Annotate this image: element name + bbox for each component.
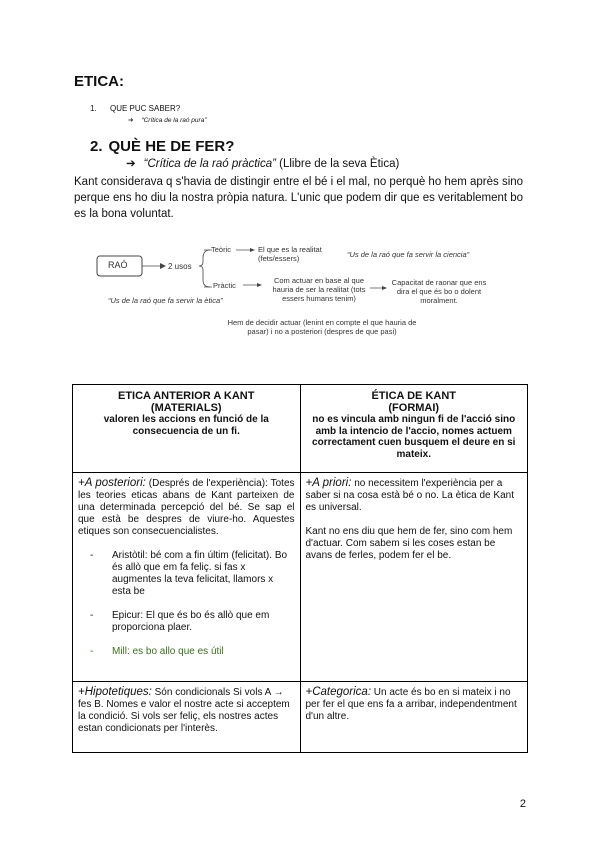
right-header-desc: no es vincula amb ningun fi de l'acció sino amb la intencio de l'accio, nomes actuem correctament cuen busquem el deure en si mateix.	[312, 414, 516, 460]
usos-label: 2 usos	[168, 262, 192, 271]
arrow-head-icon	[382, 286, 387, 290]
a-posteriori-note: (Després de l'experiència):	[145, 478, 268, 489]
right-header-subtitle: (FORMAI)	[388, 401, 440, 414]
arrow-icon: ➔	[126, 158, 136, 170]
rao-label: RAÓ	[108, 260, 128, 270]
a-priori-term: +A priori:	[305, 477, 352, 489]
left-header-title: ETICA ANTERIOR A KANT	[118, 390, 255, 402]
arrow-head-icon	[257, 283, 262, 287]
question-2-text: QUÈ HE DE FER?	[108, 138, 235, 155]
page-heading: ETICA:	[74, 73, 124, 90]
hipotetiques-text: Són condicionals Si vols A → fes B. Nomes e valor el nostre acte si acceptem la condició. Si vols ser feliç, els nostres actes estan condicionats per l'interès.	[78, 687, 290, 734]
list-item: - Epicur: El que és bo és allò que em proporciona plaer.	[112, 610, 295, 634]
a-posteriori-cell	[73, 473, 301, 682]
list-item: - Mill: es bo allo que es útil	[112, 646, 295, 658]
categorica-text: Un acte és bo en si mateix i no per fer el que ens fa a arribar, independentment d'un altre.	[305, 687, 517, 722]
left-header-subtitle: (MATERIALS)	[150, 401, 222, 414]
categorica-cell	[300, 682, 528, 753]
question-2-book: “Crítica de la raó pràctica”	[143, 158, 276, 170]
arrow-head-icon	[160, 263, 166, 269]
ethics-table	[72, 384, 528, 753]
a-priori-cell	[300, 473, 528, 682]
question-1-sub-text: “Crítica de la raó pura”	[141, 117, 207, 124]
teoric-note: “Us de la raó que fa servir la ciencia”	[347, 250, 470, 259]
philosopher-list	[78, 550, 295, 658]
brace-icon	[199, 250, 210, 287]
practic-result: Capacitat de raonar que ens dira el que és bo o dolent moralment.	[391, 278, 487, 305]
practic-definition: Com actuar en base al que hauria de ser la realitat (tots essers humans tenim)	[272, 276, 366, 303]
teoric-definition: El que es la realitat (fets/essers)	[258, 245, 322, 263]
a-priori-text: no necessitem l'experiència per a saber si na cosa està bé o no. La ètica de Kant es universal.	[305, 478, 514, 513]
intro-paragraph: Kant considerava q s'havia de distingir entre el bé i el mal, no perquè ho hem après sino perque ens ho diu la nostra pròpia natura. L'unic que podem dir que es veritablement bo es la bona voluntat.	[74, 176, 524, 220]
bottom-note: Hem de decidir actuar (lenint en compte el que hauria de pasar) i no a posteriori (despres de que pasi)	[227, 318, 417, 336]
categorica-term: +Categorica:	[305, 686, 372, 698]
right-header	[300, 385, 528, 473]
a-priori-intro	[306, 477, 523, 514]
question-2-number: 2.	[90, 138, 103, 155]
practic-label: Pràctic	[213, 281, 236, 290]
arrow-icon: ➔	[128, 117, 134, 124]
question-1-text: QUE PUC SABER?	[110, 104, 181, 113]
hipotetiques-term: +Hipotetiques:	[78, 686, 152, 698]
a-priori-text-2: Kant no ens diu que hem de fer, sino com hem d'actuar. Com sabem si les coses estan be avans de ferles, podem fer el be.	[305, 526, 513, 561]
a-posteriori-intro	[78, 477, 295, 538]
page-number: 2	[519, 798, 526, 810]
left-header-desc: valoren les accions en funció de la consecuencia de un fi.	[103, 414, 269, 437]
hipotetiques-cell	[73, 682, 301, 753]
a-posteriori-text: Totes les teories eticas abans de Kant parteixen de una determinada percepció del bé. Se sap el que està be despres de viure-ho. Aquestes etiques son consecuencialistes.	[78, 478, 295, 537]
table-header-row	[73, 385, 528, 473]
table-row	[73, 473, 528, 682]
list-item: - Aristòtil: bé com a fin últim (felicitat). Bo és allò que em fa feliç. si fas x augmentes la teva felicitat, llamors x esta be	[112, 550, 295, 598]
right-header-title: ÉTICA DE KANT	[371, 390, 457, 402]
question-2-book-note: (Llibre de la seva Ètica)	[275, 158, 400, 170]
arrow-head-icon	[250, 248, 255, 252]
left-header	[73, 385, 301, 473]
teoric-label: Teòric	[211, 245, 232, 254]
table-row	[73, 682, 528, 753]
a-posteriori-term: +A posteriori:	[78, 477, 146, 489]
question-1-number: 1.	[90, 104, 97, 113]
practic-note: “Us de la raó que fa servir la ètica”	[108, 296, 223, 305]
